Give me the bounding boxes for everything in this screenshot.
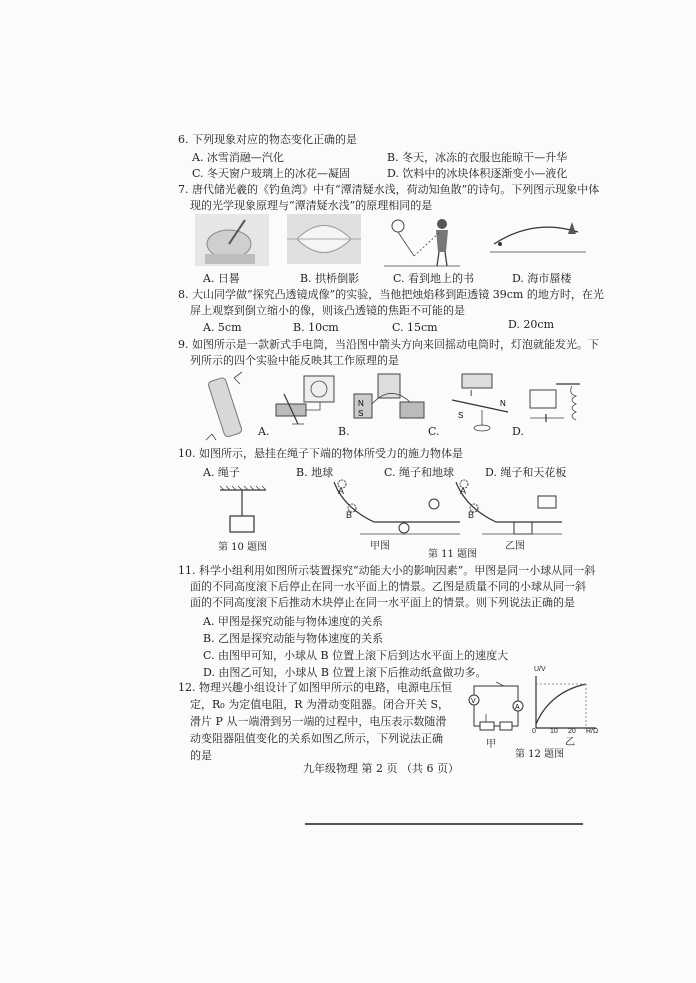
q7-option-a: A. 日晷 xyxy=(203,272,240,285)
svg-text:N: N xyxy=(358,399,364,408)
q11-option-d: D. 由图乙可知，小球从 B 位置上滚下后推动纸盒做功多。 xyxy=(203,666,487,679)
q7-option-d: D. 海市蜃楼 xyxy=(512,272,572,285)
page-divider xyxy=(305,823,583,825)
q12-stem-line5: 的是 xyxy=(190,749,212,762)
hanging-object-figure xyxy=(218,486,268,540)
q11-figure-caption: 第 11 题图 xyxy=(428,549,478,560)
q7-stem-line1: 7. 唐代储光羲的《钓鱼湾》中有“潭清疑水浅，荷动知鱼散”的诗句。下列图示现象中体 xyxy=(178,183,600,196)
q9-option-c: C. xyxy=(428,425,440,438)
q10-stem: 10. 如图所示，悬挂在绳子下端的物体所受力的施力物体是 xyxy=(178,447,463,460)
experiment-d-figure xyxy=(528,374,590,430)
q10-option-a: A. 绳子 xyxy=(203,466,240,479)
q10-option-d: D. 绳子和天花板 xyxy=(485,466,567,479)
q6-option-a: A. 冰雪消融—汽化 xyxy=(192,151,284,164)
book-on-ground-figure xyxy=(384,212,460,268)
svg-text:S: S xyxy=(358,409,364,418)
q9-option-a: A. xyxy=(258,425,270,438)
q8-option-a: A. 5cm xyxy=(203,321,242,334)
q10-option-b: B. 地球 xyxy=(296,466,334,479)
q9-stem-line1: 9. 如图所示是一款新式手电筒，当沿图中箭头方向来回摇动电筒时，灯泡就能发光。下 xyxy=(178,338,599,351)
q9-option-b: B. xyxy=(338,425,350,438)
ball-label-a-yi: A xyxy=(460,486,467,496)
q10-option-c: C. 绳子和地球 xyxy=(384,466,455,479)
figure-12-graph xyxy=(530,666,600,735)
q8-option-c: C. 15cm xyxy=(392,321,438,334)
svg-text:I: I xyxy=(470,389,473,398)
sundial-figure xyxy=(195,214,269,266)
svg-text:V: V xyxy=(471,698,476,705)
shake-flashlight-figure xyxy=(204,372,248,442)
q7-option-c: C. 看到地上的书 xyxy=(393,272,475,285)
experiment-c-figure xyxy=(448,372,514,432)
q11-stem-line3: 面的不同高度滚下后推动木块停止在同一水平面上的情景。则下列说法正确的是 xyxy=(190,596,575,609)
q11-option-c: C. 由图甲可知，小球从 B 位置上滚下后到达水平面上的速度大 xyxy=(203,649,509,662)
q11-option-a: A. 甲图是探究动能与物体速度的关系 xyxy=(203,615,383,628)
figure-11-jia xyxy=(330,478,460,540)
ball-label-b-yi: B xyxy=(468,510,475,520)
graph-x-axis-label: R/Ω xyxy=(586,728,599,735)
q12-stem-line3: 滑片 P 从一端滑到另一端的过程中，电压表示数随滑 xyxy=(190,715,447,728)
figure-12-circuit xyxy=(466,678,522,736)
q12-stem-line1: 12. 物理兴趣小组设计了如图甲所示的电路，电源电压恒 xyxy=(178,681,452,694)
arch-bridge-reflection-figure xyxy=(287,214,361,264)
q7-option-b: B. 拱桥倒影 xyxy=(300,272,360,285)
q6-stem: 6. 下列现象对应的物态变化正确的是 xyxy=(178,133,357,146)
q12-stem-line4: 动变阻器阻值变化的关系如图乙所示，下列说法正确 xyxy=(190,732,443,745)
q11-option-b: B. 乙图是探究动能与物体速度的关系 xyxy=(203,632,384,645)
q11-stem-line1: 11. 科学小组利用如图所示装置探究“动能大小的影响因素”。甲图是同一小球从同一斜 xyxy=(178,564,596,577)
ball-label-a: A xyxy=(338,486,345,496)
q10-figure-caption: 第 10 题图 xyxy=(218,542,268,553)
experiment-a-figure xyxy=(270,374,342,430)
figure-12-jia-label: 甲 xyxy=(486,739,496,750)
figure-12-yi-label: 乙 xyxy=(565,737,575,748)
q6-option-b: B. 冬天，冰冻的衣服也能晾干—升华 xyxy=(387,151,568,164)
q6-option-d: D. 饮料中的冰块体积逐渐变小—液化 xyxy=(387,167,568,180)
svg-text:S: S xyxy=(458,411,464,420)
q6-option-c: C. 冬天窗户玻璃上的冰花—凝固 xyxy=(192,167,351,180)
svg-text:N: N xyxy=(500,399,506,408)
figure-11-yi xyxy=(452,478,562,540)
graph-tick-20: 20 xyxy=(568,728,576,735)
experiment-b-figure xyxy=(350,374,430,432)
graph-y-axis-label: U/V xyxy=(534,666,546,673)
figure-11-yi-label: 乙图 xyxy=(505,541,525,552)
mirage-figure xyxy=(490,214,586,262)
q8-option-d: D. 20cm xyxy=(508,318,555,331)
q7-stem-line2: 现的光学现象原理与“潭清疑水浅”的原理相同的是 xyxy=(190,199,433,212)
graph-tick-0: 0 xyxy=(532,728,536,735)
q8-stem-line1: 8. 大山同学做“探究凸透镜成像”的实验，当他把烛焰移到距透镜 39cm 的地方时，在光 xyxy=(178,288,604,301)
q8-option-b: B. 10cm xyxy=(293,321,339,334)
q12-stem-line2: 定，R₀ 为定值电阻，R 为滑动变阻器。闭合开关 S， xyxy=(190,698,449,711)
q11-stem-line2: 面的不同高度滚下后停止在同一水平面上的情景。乙图是质量不同的小球从同一斜 xyxy=(190,580,586,593)
q12-figure-caption: 第 12 题图 xyxy=(515,749,565,760)
svg-text:A: A xyxy=(515,704,520,711)
figure-11-jia-label: 甲图 xyxy=(370,541,390,552)
q9-stem-line2: 列所示的四个实验中能反映其工作原理的是 xyxy=(190,354,399,367)
page-footer: 九年级物理 第 2 页 （共 6 页） xyxy=(303,762,459,775)
q8-stem-line2: 屏上观察到倒立缩小的像，则该凸透镜的焦距不可能的是 xyxy=(190,304,465,317)
q9-option-d: D. xyxy=(512,425,524,438)
graph-tick-10: 10 xyxy=(550,728,558,735)
ball-label-b: B xyxy=(346,510,353,520)
